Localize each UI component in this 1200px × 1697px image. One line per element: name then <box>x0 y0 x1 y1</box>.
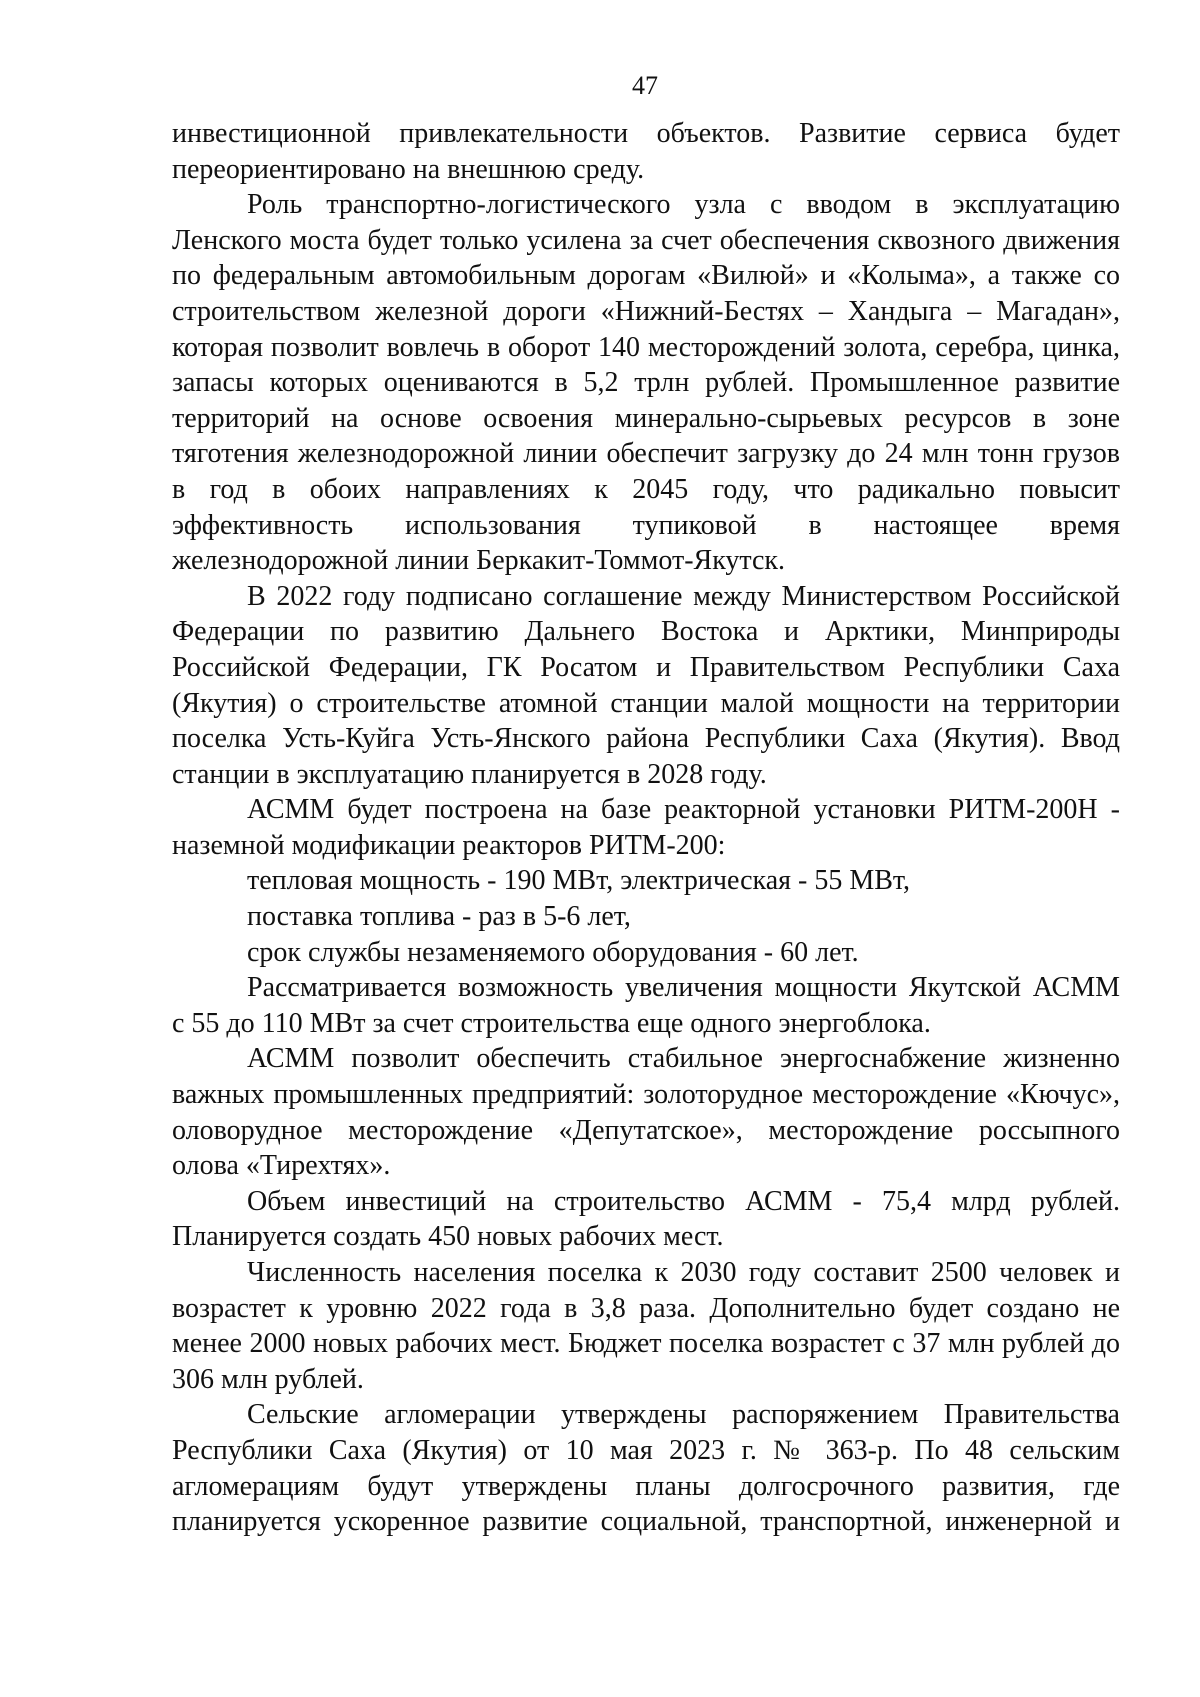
text-line: важных промышленных предприятий: золоторудное месторождение «Кючус», <box>172 1079 1120 1111</box>
text-line: возрастет к уровню 2022 года в 3,8 раза. Дополнительно будет создано не <box>172 1292 1120 1324</box>
text-line: Республики Саха (Якутия) от 10 мая 2023 г. № 363-р. По 48 сельским <box>172 1434 1120 1466</box>
text-line: АСММ будет построена на базе реакторной установки РИТМ-200Н - <box>247 794 1120 826</box>
text-line: Роль транспортно-логистического узла с вводом в эксплуатацию <box>247 189 1120 221</box>
text-line: строительством железной дороги «Нижний-Бестях – Хандыга – Магадан», <box>172 295 1120 327</box>
text-line: 306 млн рублей. <box>172 1363 364 1395</box>
text-line: которая позволит вовлечь в оборот 140 месторождений золота, серебра, цинка, <box>172 331 1120 363</box>
text-line: Объем инвестиций на строительство АСММ - 75,4 млрд рублей. <box>247 1185 1120 1217</box>
text-line: АСММ позволит обеспечить стабильное энергоснабжение жизненно <box>247 1043 1120 1075</box>
text-line: переориентировано на внешнюю среду. <box>172 153 645 185</box>
text-line: эффективность использования тупиковой в настоящее время <box>172 509 1120 541</box>
document-body <box>172 116 1120 1540</box>
text-line: станции в эксплуатацию планируется в 2028 году. <box>172 758 767 790</box>
text-line: тяготения железнодорожной линии обеспечит загрузку до 24 млн тонн грузов <box>172 438 1120 470</box>
text-line: Сельские агломерации утверждены распоряжением Правительства <box>247 1399 1120 1431</box>
text-line: планируется ускоренное развитие социальной, транспортной, инженерной и <box>172 1506 1120 1538</box>
text-line: наземной модификации реакторов РИТМ-200: <box>172 829 726 861</box>
text-line: менее 2000 новых рабочих мест. Бюджет поселка возрастет с 37 млн рублей до <box>172 1328 1120 1360</box>
text-line: по федеральным автомобильным дорогам «Вилюй» и «Колыма», а также со <box>172 260 1120 292</box>
text-line: территорий на основе освоения минерально-сырьевых ресурсов в зоне <box>172 402 1120 434</box>
text-line: железнодорожной линии Беркакит-Томмот-Якутск. <box>172 545 786 577</box>
text-line: В 2022 году подписано соглашение между Министерством Российской <box>247 580 1120 612</box>
text-line: Численность населения поселка к 2030 году составит 2500 человек и <box>247 1257 1120 1288</box>
text-line: поселка Усть-Куйга Усть-Янского района Республики Саха (Якутия). Ввод <box>172 723 1120 755</box>
text-line: Федерации по развитию Дальнего Востока и Арктики, Минприроды <box>172 616 1120 648</box>
text-line: оловорудное месторождение «Депутатское», месторождение россыпного <box>172 1114 1120 1146</box>
text-line: Рассматривается возможность увеличения мощности Якутской АСММ <box>247 972 1120 1004</box>
page-number: 47 <box>632 71 658 100</box>
text-line: (Якутия) о строительстве атомной станции малой мощности на территории <box>172 687 1120 719</box>
text-line: запасы которых оцениваются в 5,2 трлн рублей. Промышленное развитие <box>172 367 1120 399</box>
text-line: Ленского моста будет только усилена за счет обеспечения сквозного движения <box>172 224 1120 256</box>
text-line: в год в обоих направлениях к 2045 году, что радикально повысит <box>172 473 1120 505</box>
text-line: поставка топлива - раз в 5-6 лет, <box>247 901 631 933</box>
text-line: срок службы незаменяемого оборудования - 60 лет. <box>247 936 859 968</box>
text-line: олова «Тирехтях». <box>172 1150 391 1182</box>
text-line: Планируется создать 450 новых рабочих мест. <box>172 1221 724 1253</box>
text-line: Российской Федерации, ГК Росатом и Правительством Республики Саха <box>172 651 1120 683</box>
text-line: с 55 до 110 МВт за счет строительства еще одного энергоблока. <box>172 1007 931 1039</box>
text-line: инвестиционной привлекательности объектов. Развитие сервиса будет <box>172 118 1120 149</box>
text-line: агломерациям будут утверждены планы долгосрочного развития, где <box>172 1470 1120 1502</box>
text-line: тепловая мощность - 190 МВт, электрическая - 55 МВт, <box>247 865 911 897</box>
